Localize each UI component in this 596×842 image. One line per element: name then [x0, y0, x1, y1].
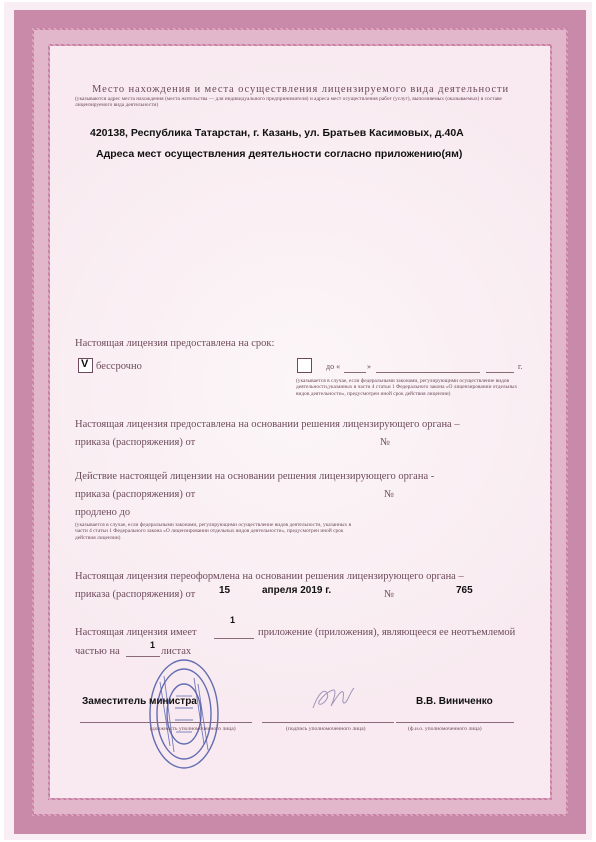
basis-order-label: приказа (распоряжения) от — [75, 437, 196, 448]
position-note: (должность уполномоченного лица) — [150, 726, 236, 732]
signature-line — [262, 722, 394, 723]
indefinite-label: бессрочно — [96, 361, 142, 372]
location-note: (указываются адрес места нахождения (места жительства — для индивидуального предпринимателя) и адреса мест осуществления работ (услуг), выполняемых (оказываемых) в составе лицензируемого вида деятельности) — [75, 96, 502, 109]
until-prefix: до « — [326, 362, 341, 371]
until-month-line — [376, 372, 480, 373]
sheets-count: 1 — [150, 640, 156, 650]
indefinite-checkbox — [78, 358, 93, 373]
reissue-order-label: приказа (распоряжения) от — [75, 589, 196, 600]
annex-count-line — [214, 638, 254, 639]
extension-line: Действие настоящей лицензии на основании решения лицензирующего органа - — [75, 471, 435, 482]
extension-number-label: № — [384, 489, 395, 500]
until-suffix: г. — [518, 362, 523, 371]
term-note: (указывается в случае, если федеральными законами, регулирующими осуществление видов деятельности,указанных в части 4 статьи 1 Федерального закона «О лицензировании отдельных видов деятельности», предусмотрен иной срок действия лицензии) — [296, 378, 518, 397]
name-line — [396, 722, 514, 723]
fixed-term-checkbox — [297, 358, 312, 373]
annex-count: 1 — [230, 615, 236, 625]
annex-line2-start: частью на — [75, 646, 120, 657]
annex-line1-start: Настоящая лицензия имеет — [75, 627, 197, 638]
position-title: Заместитель министра — [82, 696, 197, 707]
signature-note: (подпись уполномоченного лица) — [286, 726, 366, 732]
basis-number-label: № — [380, 437, 391, 448]
extension-note: (указывается в случае, если федеральными законами, регулирующими осуществление видов деятельности, указанных в части 4 статьи 1 Федерального закона «О лицензировании отдельных видов деятельности», предусмотрен иной срок действия лицензии) — [75, 522, 352, 541]
term-heading: Настоящая лицензия предоставлена на срок: — [75, 338, 275, 349]
signer-name: В.В. Виниченко — [416, 696, 493, 707]
until-year-line — [486, 372, 514, 373]
reissue-month-year: апреля 2019 г. — [262, 585, 332, 596]
location-heading: Место нахождения и места осуществления лицензируемого вида деятельности — [92, 84, 510, 95]
until-mid: » — [367, 362, 371, 371]
official-seal — [146, 656, 222, 772]
reissue-day: 15 — [219, 585, 231, 596]
handwritten-signature — [310, 684, 358, 714]
annex-line2-end: листах — [161, 646, 192, 657]
reissue-number-label: № — [384, 589, 395, 600]
position-line — [80, 722, 252, 723]
extended-until-label: продлено до — [75, 507, 131, 518]
reissue-order-number: 765 — [456, 585, 473, 596]
name-note: (ф.и.о. уполномоченного лица) — [408, 726, 482, 732]
activity-places-text: Адреса мест осуществления деятельности согласно приложению(ям) — [96, 148, 463, 160]
basis-line: Настоящая лицензия предоставлена на основании решения лицензирующего органа – — [75, 419, 460, 430]
checkbox-mark: V — [81, 358, 89, 370]
extension-order-label: приказа (распоряжения) от — [75, 489, 196, 500]
until-day-line — [344, 372, 366, 373]
address-text: 420138, Республика Татарстан, г. Казань, ул. Братьев Касимовых, д.40А — [90, 127, 464, 139]
reissue-line: Настоящая лицензия переоформлена на основании решения лицензирующего органа – — [75, 571, 464, 582]
annex-line1-end: приложение (приложения), являющееся ее неотъемлемой — [258, 627, 516, 638]
